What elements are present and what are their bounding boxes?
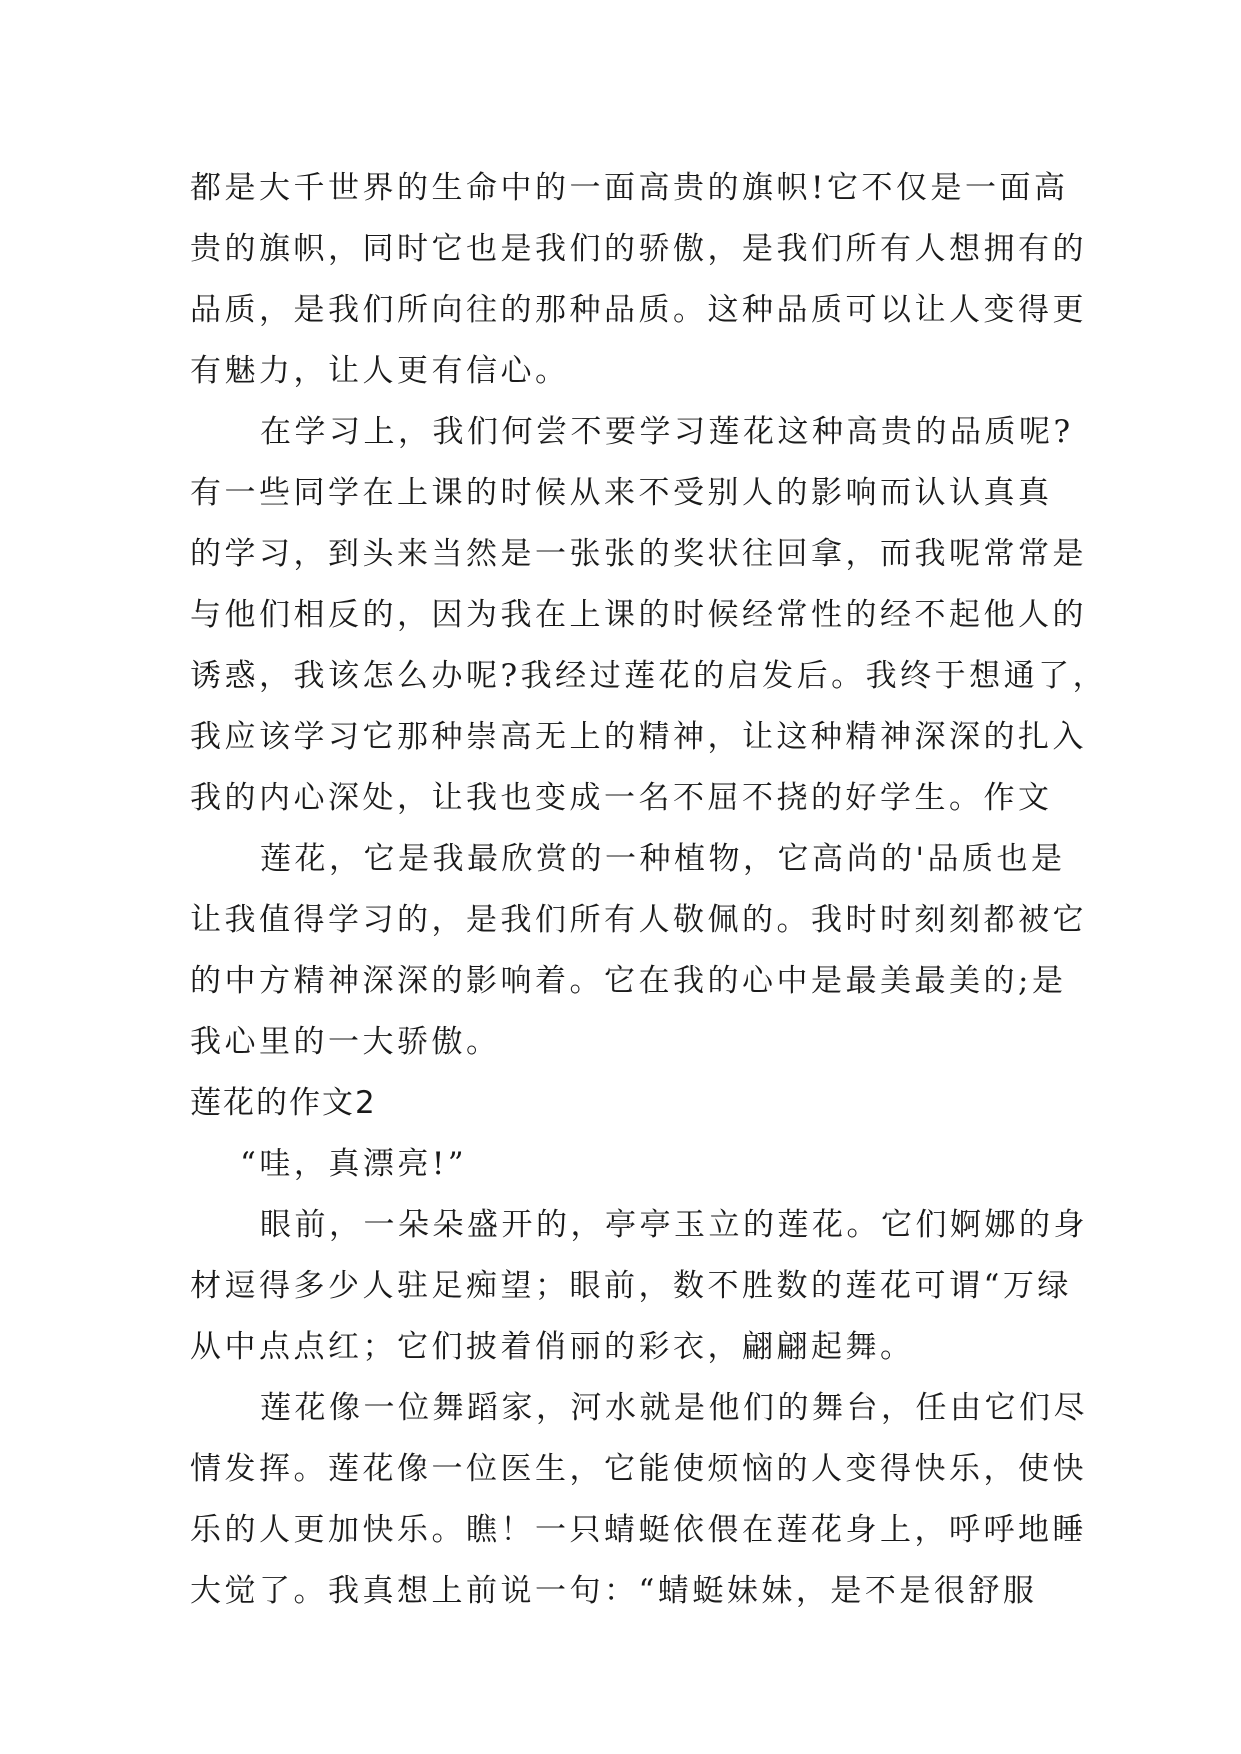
text-line: 我心里的一大骄傲。 [190, 1024, 501, 1060]
text-line: 我应该学习它那种崇高无上的精神，让这种精神深深的扎入 [190, 719, 1087, 755]
text-line: 从中点点红；它们披着俏丽的彩衣，翩翩起舞。 [190, 1329, 915, 1365]
text-line: 乐的人更加快乐。瞧！一只蜻蜓依偎在莲花身上，呼呼地睡 [190, 1512, 1087, 1548]
text-line: 品质，是我们所向往的那种品质。这种品质可以让人变得更 [190, 292, 1087, 328]
text-line: 有一些同学在上课的时候从来不受别人的影响而认认真真 [190, 475, 1053, 511]
text-line: 的中方精神深深的影响着。它在我的心中是最美最美的;是 [190, 963, 1067, 999]
paragraph-start-line: 眼前，一朵朵盛开的，亭亭玉立的莲花。它们婀娜的身 [260, 1207, 1088, 1243]
text-line: 材逗得多少人驻足痴望；眼前，数不胜数的莲花可谓“万绿 [190, 1268, 1072, 1304]
paragraph-start-line: 莲花，它是我最欣赏的一种植物，它高尚的'品质也是 [260, 841, 1066, 877]
text-line: 贵的旗帜，同时它也是我们的骄傲，是我们所有人想拥有的 [190, 231, 1087, 267]
text-line: 与他们相反的，因为我在上课的时候经常性的经不起他人的 [190, 597, 1087, 633]
paragraph-start-line: 在学习上，我们何尝不要学习莲花这种高贵的品质呢? [260, 414, 1074, 450]
document-body [190, 158, 1108, 1622]
text-line: 有魅力，让人更有信心。 [190, 353, 570, 389]
text-line: 大觉了。我真想上前说一句：“蜻蜓妹妹，是不是很舒服 [190, 1573, 1038, 1609]
text-line: 我的内心深处，让我也变成一名不屈不挠的好学生。作文 [190, 780, 1053, 816]
text-line: 让我值得学习的，是我们所有人敬佩的。我时时刻刻都被它 [190, 902, 1087, 938]
section-heading: 莲花的作文2 [190, 1085, 377, 1121]
text-line: 情发挥。莲花像一位医生，它能使烦恼的人变得快乐，使快 [190, 1451, 1087, 1487]
text-line: 都是大千世界的生命中的一面高贵的旗帜!它不仅是一面高 [190, 170, 1069, 206]
text-line: 的学习，到头来当然是一张张的奖状往回拿，而我呢常常是 [190, 536, 1087, 572]
text-line: 诱惑，我该怎么办呢?我经过莲花的启发后。我终于想通了， [190, 658, 1108, 694]
paragraph-start-line: “哇，真漂亮!” [240, 1146, 468, 1182]
paragraph-start-line: 莲花像一位舞蹈家，河水就是他们的舞台，任由它们尽 [260, 1390, 1088, 1426]
